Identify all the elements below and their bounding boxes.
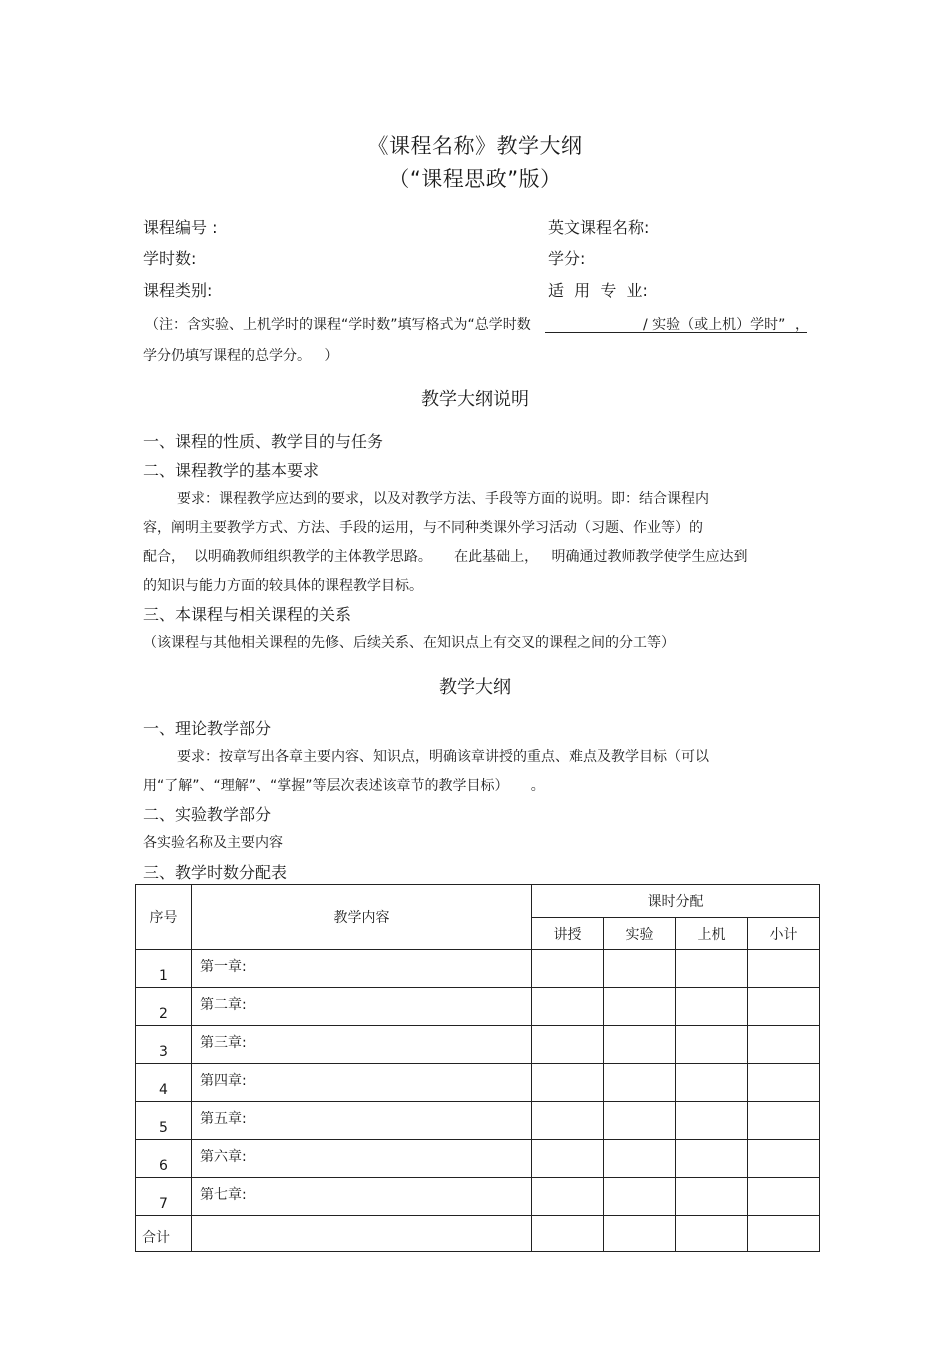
outline-item-2: 二、实验教学部分 xyxy=(143,805,272,824)
english-name-label: 英文课程名称: xyxy=(548,218,650,237)
row-content: 第六章: xyxy=(192,1140,532,1178)
cell-lecture xyxy=(532,1102,604,1140)
total-subtotal xyxy=(748,1216,820,1252)
relation-note: （该课程与其他相关课程的先修、后续关系、在知识点上有交叉的课程之间的分工等） xyxy=(143,635,675,651)
total-content xyxy=(192,1216,532,1252)
cell-experiment xyxy=(604,1102,676,1140)
table-total-row xyxy=(136,1216,820,1252)
cell-subtotal xyxy=(748,988,820,1026)
table-row xyxy=(136,988,820,1026)
credits-label: 学分: xyxy=(548,249,586,268)
document-subtitle: （“课程思政”版） xyxy=(388,167,562,191)
row-seq: 7 xyxy=(136,1178,192,1216)
requirement-line-2: 容，阐明主要教学方式、方法、手段的运用，与不同种类课外学习活动（习题、作业等）的 xyxy=(143,520,703,536)
row-content: 第三章: xyxy=(192,1026,532,1064)
cell-lecture xyxy=(532,988,604,1026)
cell-computer xyxy=(676,988,748,1026)
row-content: 第一章: xyxy=(192,950,532,988)
outline-requirement-line-1: 要求：按章写出各章主要内容、知识点，明确该章讲授的重点、难点及教学目标（可以 xyxy=(177,749,709,765)
hours-label: 学时数: xyxy=(143,249,197,268)
total-experiment xyxy=(604,1216,676,1252)
cell-experiment xyxy=(604,1064,676,1102)
note-line2: 学分仍填写课程的总学分。 ） xyxy=(143,348,339,364)
total-label: 合计 xyxy=(136,1216,192,1252)
header-allocation: 课时分配 xyxy=(532,885,820,918)
cell-lecture xyxy=(532,1140,604,1178)
cell-subtotal xyxy=(748,1026,820,1064)
document-title: 《课程名称》教学大纲 xyxy=(367,134,583,158)
requirement-line-4: 的知识与能力方面的较具体的课程教学目标。 xyxy=(143,578,423,594)
cell-subtotal xyxy=(748,950,820,988)
row-content: 第五章: xyxy=(192,1102,532,1140)
note-line1-b: / 实验（或上机）学时” xyxy=(643,317,786,333)
cell-experiment xyxy=(604,950,676,988)
header-content: 教学内容 xyxy=(192,885,532,950)
row-seq: 2 xyxy=(136,988,192,1026)
total-lecture xyxy=(532,1216,604,1252)
course-code-label: 课程编号 : xyxy=(143,218,218,237)
cell-lecture xyxy=(532,1026,604,1064)
cell-experiment xyxy=(604,1026,676,1064)
cell-lecture xyxy=(532,1064,604,1102)
cell-experiment xyxy=(604,1178,676,1216)
table-row xyxy=(136,1026,820,1064)
cell-subtotal xyxy=(748,1140,820,1178)
total-computer xyxy=(676,1216,748,1252)
explanation-item-3: 三、本课程与相关课程的关系 xyxy=(143,605,352,624)
explanation-item-2: 二、课程教学的基本要求 xyxy=(143,461,320,480)
table-row xyxy=(136,1064,820,1102)
note-line1-c: ， xyxy=(795,317,809,333)
outline-item-3: 三、教学时数分配表 xyxy=(143,863,288,882)
header-lecture: 讲授 xyxy=(532,918,604,950)
header-seq: 序号 xyxy=(136,885,192,950)
table-row xyxy=(136,950,820,988)
header-experiment: 实验 xyxy=(604,918,676,950)
cell-subtotal xyxy=(748,1178,820,1216)
note-underline xyxy=(545,332,807,333)
row-content: 第二章: xyxy=(192,988,532,1026)
cell-computer xyxy=(676,1178,748,1216)
row-seq: 4 xyxy=(136,1064,192,1102)
cell-lecture xyxy=(532,1178,604,1216)
cell-computer xyxy=(676,1140,748,1178)
cell-experiment xyxy=(604,1140,676,1178)
outline-requirement-line-2: 用“了解”、“理解”、“掌握”等层次表述该章节的教学目标） 。 xyxy=(143,778,545,794)
row-seq: 5 xyxy=(136,1102,192,1140)
cell-subtotal xyxy=(748,1064,820,1102)
cell-computer xyxy=(676,950,748,988)
explanation-item-1: 一、课程的性质、教学目的与任务 xyxy=(143,432,384,451)
note-line1-a: （注：含实验、上机学时的课程“学时数”填写格式为“总学时数 xyxy=(145,317,531,333)
header-subtotal: 小计 xyxy=(748,918,820,950)
row-seq: 6 xyxy=(136,1140,192,1178)
row-content: 第七章: xyxy=(192,1178,532,1216)
requirement-line-1: 要求：课程教学应达到的要求，以及对教学方法、手段等方面的说明。即：结合课程内 xyxy=(177,491,709,507)
outline-heading: 教学大纲 xyxy=(439,677,511,698)
lab-description: 各实验名称及主要内容 xyxy=(143,835,283,851)
header-computer: 上机 xyxy=(676,918,748,950)
explanation-heading: 教学大纲说明 xyxy=(421,389,529,410)
cell-experiment xyxy=(604,988,676,1026)
outline-item-1: 一、理论教学部分 xyxy=(143,719,272,738)
row-seq: 3 xyxy=(136,1026,192,1064)
table-row xyxy=(136,1102,820,1140)
table-row xyxy=(136,1178,820,1216)
category-label: 课程类别: xyxy=(143,281,213,300)
cell-subtotal xyxy=(748,1102,820,1140)
hours-allocation-table xyxy=(135,884,820,1252)
cell-computer xyxy=(676,1064,748,1102)
major-label: 适 用 专 业: xyxy=(548,281,648,300)
row-content: 第四章: xyxy=(192,1064,532,1102)
cell-lecture xyxy=(532,950,604,988)
table-row xyxy=(136,1140,820,1178)
cell-computer xyxy=(676,1102,748,1140)
cell-computer xyxy=(676,1026,748,1064)
row-seq: 1 xyxy=(136,950,192,988)
requirement-line-3: 配合， 以明确教师组织教学的主体教学思路。 在此基础上， 明确通过教师教学使学生应达到 xyxy=(143,549,748,565)
